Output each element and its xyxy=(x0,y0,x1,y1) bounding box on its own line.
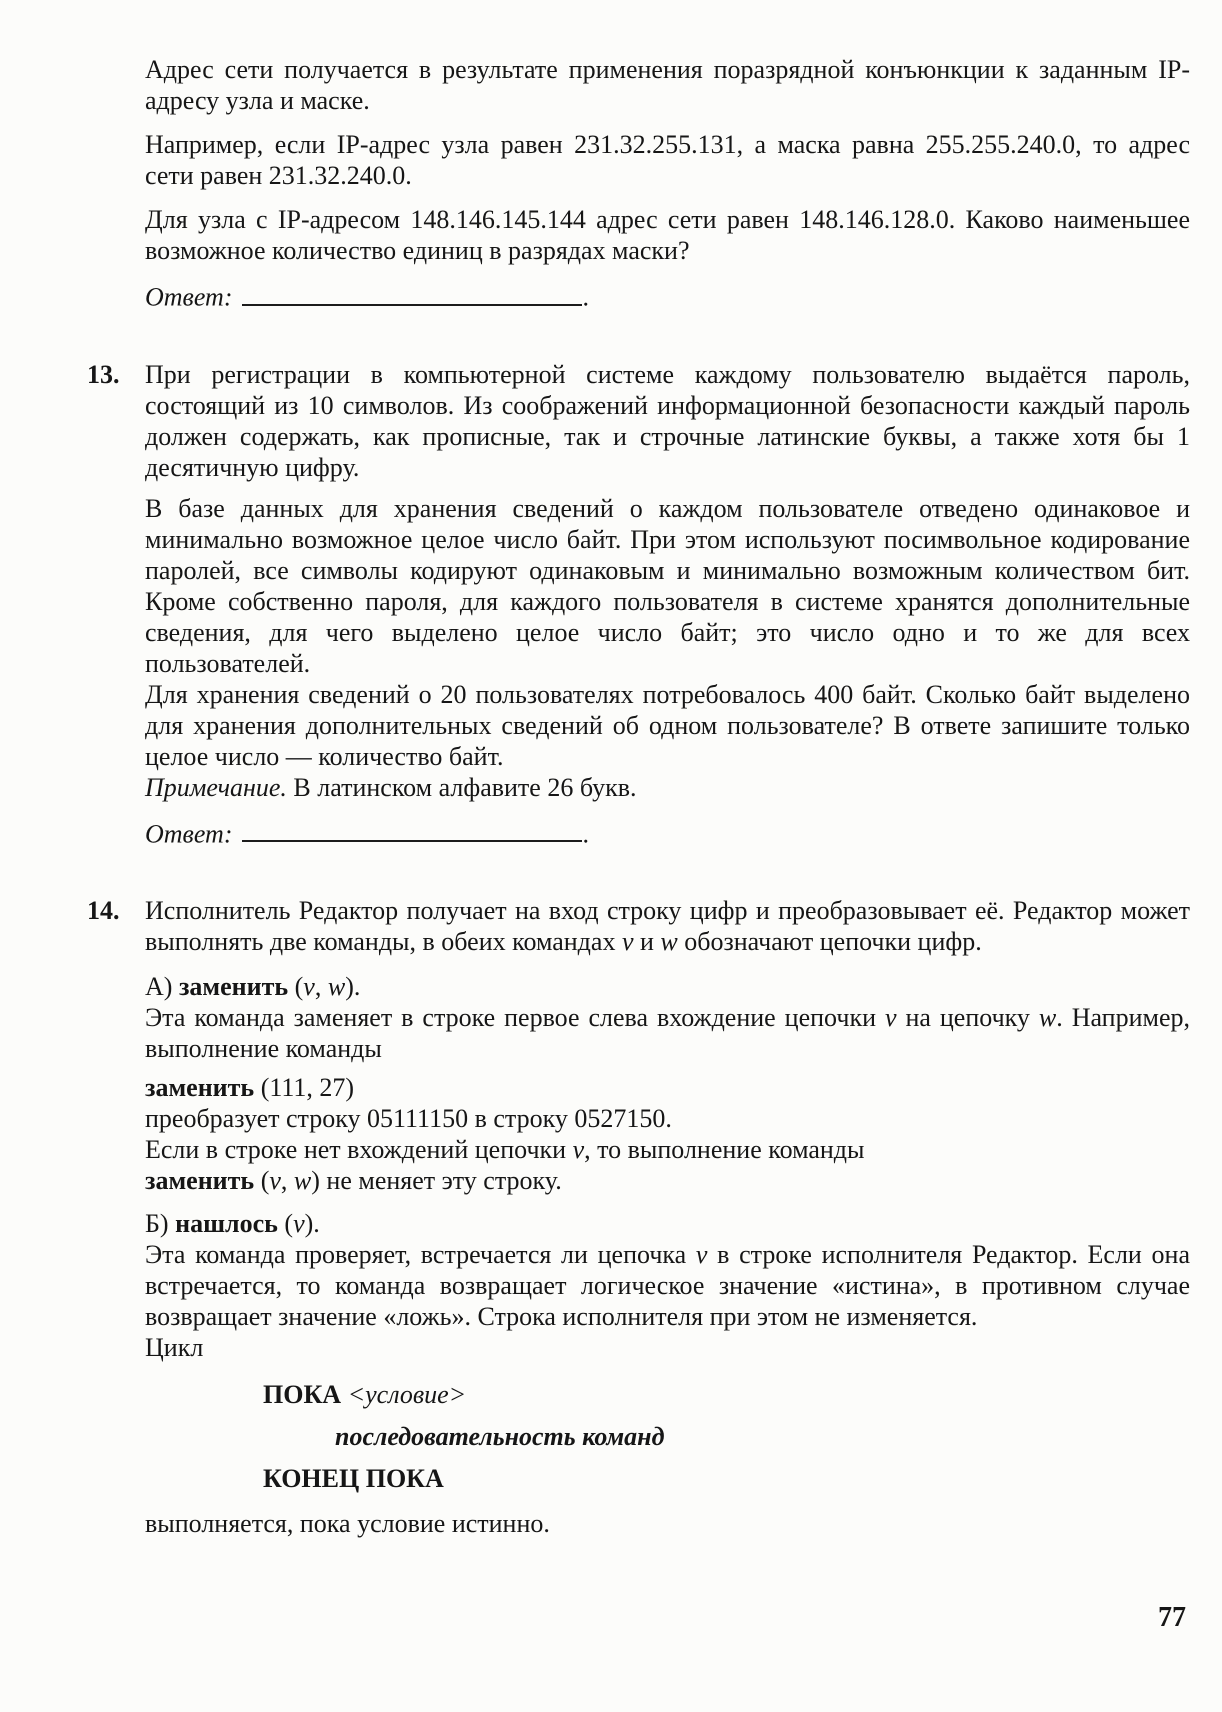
answer-period: . xyxy=(582,819,589,849)
question-13 xyxy=(87,359,1190,850)
question-12-continuation xyxy=(145,54,1190,313)
command-a-definition: А) заменить (v, w). xyxy=(145,972,361,1002)
paragraph-editor-intro: Исполнитель Редактор получает на вход строку цифр и преобразовывает её. Редактор может выполнять две команды, в обеих командах v и w обозначают цепочки цифр. xyxy=(145,896,1190,957)
answer-blank xyxy=(242,279,582,306)
page-content xyxy=(87,54,1191,1539)
question-14 xyxy=(87,895,1191,1539)
paragraph-group xyxy=(145,1103,1190,1196)
cycle-label: Цикл xyxy=(145,1333,204,1363)
page-number: 77 xyxy=(1158,1602,1186,1633)
question-13-number: 13. xyxy=(87,359,120,389)
paragraph-group xyxy=(145,493,1190,803)
answer-row xyxy=(145,816,1190,850)
paragraph-network-address-rule: Адрес сети получается в результате применения поразрядной конъюнкции к заданным IP-адресу узла и маске. xyxy=(145,55,1190,115)
answer-blank xyxy=(242,816,582,843)
loop-construct xyxy=(145,1379,1190,1494)
paragraph-replace-description: Эта команда заменяет в строке первое слева вхождение цепочки v на цепочку w. Например, выполнение команды xyxy=(145,1003,1191,1064)
answer-row xyxy=(145,279,1190,313)
paragraph-database-storage: В базе данных для хранения сведений о каждом пользователе отведено одинаковое и минимально возможное целое число байт. При этом используют посимвольное кодирование паролей, все символы кодируют одинаковым и минимально возможным количеством бит. Кроме собственно пароля, для каждого пользователя в системе хранятся дополнительные сведения, для чего выделено целое число байт; это число одно и то же для всех пользователей. xyxy=(145,493,1190,678)
paragraph-network-address-example: Например, если IP-адрес узла равен 231.32.255.131, а маска равна 255.255.240.0, то адрес сети равен 231.32.240.0. xyxy=(145,130,1190,190)
question-14-number: 14. xyxy=(87,896,120,926)
paragraph-question-13-task: Для хранения сведений о 20 пользователях потребовалось 400 байт. Сколько байт выделено для хранения дополнительных сведений об одном пользователе? В ответе запишите только целое число — количество байт. xyxy=(145,679,1190,771)
paragraph-question-12-task: Для узла с IP-адресом 148.146.145.144 адрес сети равен 148.146.128.0. Каково наименьшее возможное количество единиц в разрядах маски? xyxy=(145,205,1190,265)
paragraph-group xyxy=(145,1239,1190,1363)
paragraph-loop-condition: выполняется, пока условие истинно. xyxy=(145,1509,550,1539)
answer-label: Ответ: xyxy=(145,282,233,312)
loop-body-line: последовательность команд xyxy=(335,1422,665,1452)
answer-period: . xyxy=(582,282,589,312)
loop-end-line: КОНЕЦ ПОКА xyxy=(263,1464,444,1494)
line-no-occurrence: Если в строке нет вхождений цепочки v, то выполнение команды xyxy=(145,1135,865,1165)
command-b-definition: Б) нашлось (v). xyxy=(145,1209,320,1239)
paragraph-password-conditions: При регистрации в компьютерной системе каждому пользователю выдаётся пароль, состоящий из 10 символов. Из соображений информационной безопасности каждый пароль должен содержать, как прописные, так и строчные латинские буквы, а также хотя бы 1 десятичную цифру. xyxy=(145,359,1190,482)
answer-label: Ответ: xyxy=(145,819,233,849)
line-transform-result: преобразует строку 05111150 в строку 0527150. xyxy=(145,1104,672,1134)
line-no-change: заменить (v, w) не меняет эту строку. xyxy=(145,1166,562,1196)
command-example: заменить (111, 27) xyxy=(145,1073,355,1103)
paragraph-note: Примечание. В латинском алфавите 26 букв. xyxy=(145,772,637,802)
loop-while-line: ПОКА <условие> xyxy=(263,1380,467,1410)
paragraph-found-description: Эта команда проверяет, встречается ли цепочка v в строке исполнителя Редактор. Если она встречается, то команда возвращает логическое значение «истина», в противном случае возвращает значение «ложь». Строка исполнителя при этом не изменяется. xyxy=(145,1240,1190,1332)
